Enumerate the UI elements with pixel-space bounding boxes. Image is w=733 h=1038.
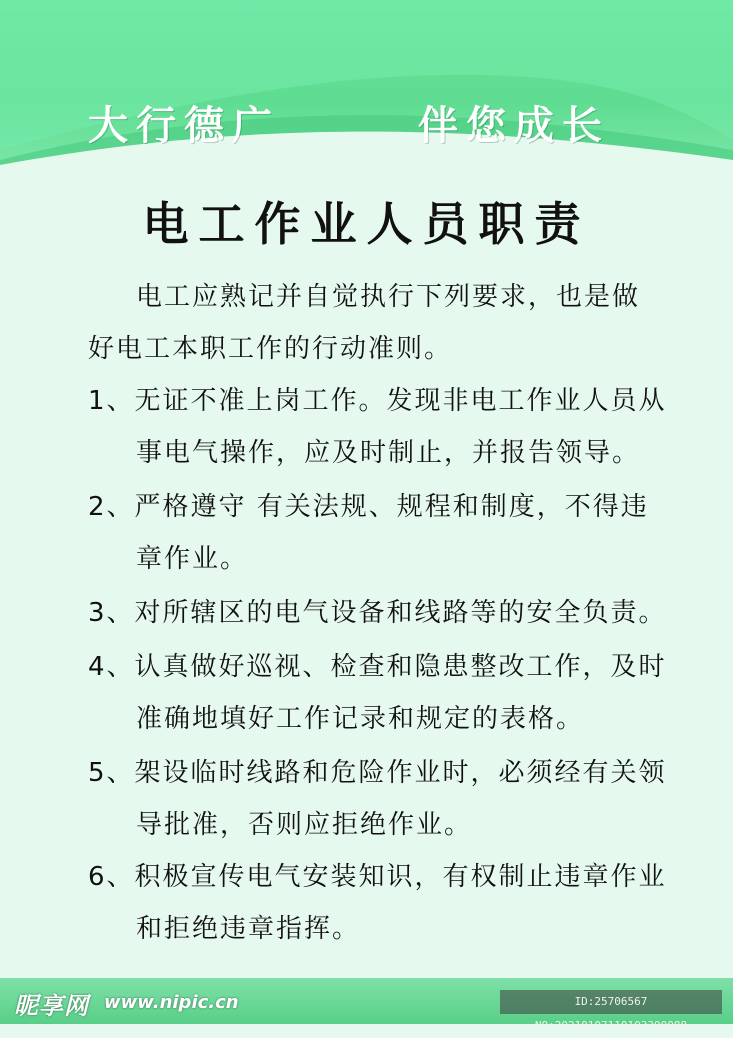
image-id-label: ID:25706567 NO:20210107110103390088 — [500, 990, 722, 1014]
item-6-line-2: 和拒绝违章指挥。 — [136, 914, 361, 944]
item-1-line-1: 1、无证不准上岗工作。发现非电工作业人员从 — [88, 386, 667, 416]
item-2-line-2: 章作业。 — [136, 544, 249, 574]
header-banner — [0, 0, 733, 165]
item-5-line-1: 5、架设临时线路和危险作业时，必须经有关领 — [88, 758, 667, 788]
item-6-line-1: 6、积极宣传电气安装知识，有权制止违章作业 — [88, 862, 667, 892]
item-4-line-1: 4、认真做好巡视、检查和隐患整改工作，及时 — [88, 652, 667, 682]
item-4-line-2: 准确地填好工作记录和规定的表格。 — [136, 704, 585, 734]
intro-line-1: 电工应熟记并自觉执行下列要求，也是做 — [136, 282, 641, 312]
item-2-line-1: 2、严格遵守 有关法规、规程和制度，不得违 — [88, 492, 649, 522]
intro-line-2: 好电工本职工作的行动准则。 — [88, 334, 453, 364]
slogan-right: 伴您成长 — [418, 102, 610, 149]
page-title: 电工作业人员职责 — [142, 197, 591, 251]
slogan-left: 大行德广 — [88, 102, 280, 149]
item-3-line-1: 3、对所辖区的电气设备和线路等的安全负责。 — [88, 598, 667, 628]
item-1-line-2: 事电气操作，应及时制止，并报告领导。 — [136, 438, 641, 468]
watermark-logo: 昵享网 — [14, 992, 89, 1020]
watermark-url: www.nipic.cn — [104, 992, 239, 1013]
item-5-line-2: 导批准，否则应拒绝作业。 — [136, 810, 473, 840]
